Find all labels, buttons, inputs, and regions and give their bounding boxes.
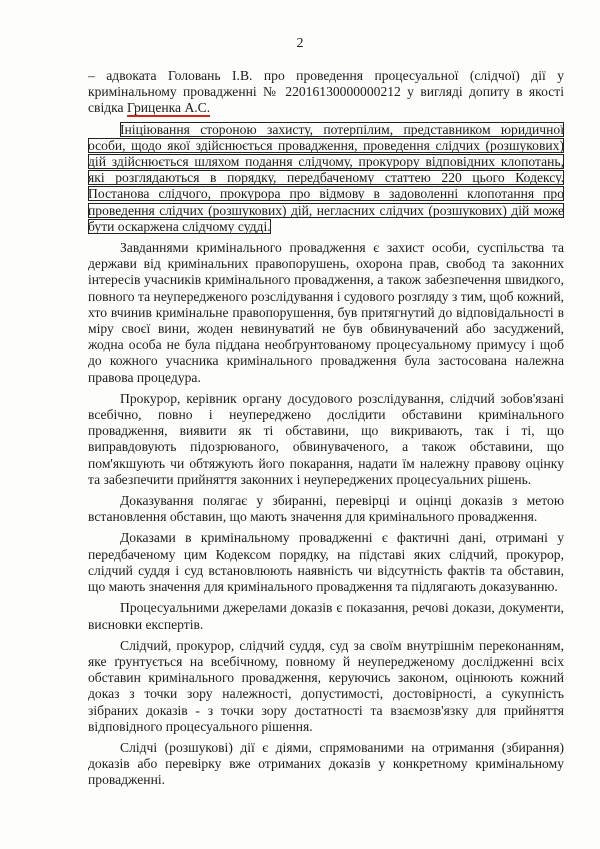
paragraph-3: Завданнями кримінального провадження є захист особи, суспільства та держави від кримінальних правопорушень, охорона прав, свобод та законних інтересів учасників кримінального провадження, а також забезпечення швидкого, повного та неупередженого розслідування і судового розгляду з тим, щоб кожний, хто вчинив кримінальне правопорушення, був притягнутий до відповідальності в міру своєї вини, жоден невинуватий не був обвинувачений або засуджений, жодна особа не була піддана необґрунтованому процесуальному примусу і щоб до кожного учасника кримінального провадження була застосована належна правова процедура. [88,240,564,385]
paragraph-4: Прокурор, керівник органу досудового розслідування, слідчий зобов'язані всебічно, повно і неупереджено дослідити обставини кримінального провадження, виявити як ті обставини, що викривають, так і ті, що виправдовують підозрюваного, обвинуваченого, а також обставини, що пом'якшують чи обтяжують його покарання, надати їм належну правову оцінку та забезпечити прийняття законних і неупереджених процесуальних рішень. [88,390,564,487]
paragraph-5: Доказування полягає у збиранні, перевірці и оцінці доказів з метою встановлення обставин, що мають значення для кримінального провадження. [88,493,564,525]
paragraph-8: Слідчий, прокурор, слідчий суддя, суд за своїм внутрішнім переконанням, яке ґрунтується на всебічному, повному й неупередженому дослідженні всіх обставин кримінального провадження, керуючись законом, оцінюють кожний доказ з точки зору належності, допустимості, достовірності, а сукупність зібраних доказів - з точки зору достатності та взаємозв'язку для прийняття відповідного процесуального рішення. [88,637,564,734]
paragraph-2 [88,122,564,235]
page-number: 2 [296,36,304,51]
boxed-quote: Ініціювання стороною захисту, потерпілим, представником юридичної особи, щодо якої здійснюється провадження, проведення слідчих (розшукових) дій здійснюється шляхом подання слідчому, прокурору відповідних клопотань, які розглядаються в порядку, передбаченому статтею 220 цього Кодексу. Постанова слідчого, прокурора про відмову в задоволенні клопотання про проведення слідчих (розшукових) дій, негласних слідчих (розшукових) дій може бути оскаржена слідчому судді. [88,121,564,234]
underlined-name: Гриценка А.С. [126,100,211,116]
paragraph-9: Слідчі (розшукові) дії є діями, спрямованими на отримання (збирання) доказів або перевірку вже отриманих доказів у конкретному кримінальному провадженні. [88,739,564,788]
paragraph-1 [88,68,564,117]
document-body [88,68,564,794]
paragraph-1-text: – адвоката Головань І.В. про проведення процесуальної (слідчої) дії у кримінальному провадженні № 22016130000000212 у вигляді допиту в якості свідка [88,68,564,116]
paragraph-7: Процесуальними джерелами доказів є показання, речові докази, документи, висновки експертів. [88,600,564,632]
paragraph-6: Доказами в кримінальному провадженні є фактичні дані, отримані у передбаченому цим Кодексом порядку, на підставі яких слідчий, прокурор, слідчий суддя і суд встановлюють наявність чи відсутність фактів та обставин, що мають значення для кримінального провадження та підлягають доказуванню. [88,530,564,595]
